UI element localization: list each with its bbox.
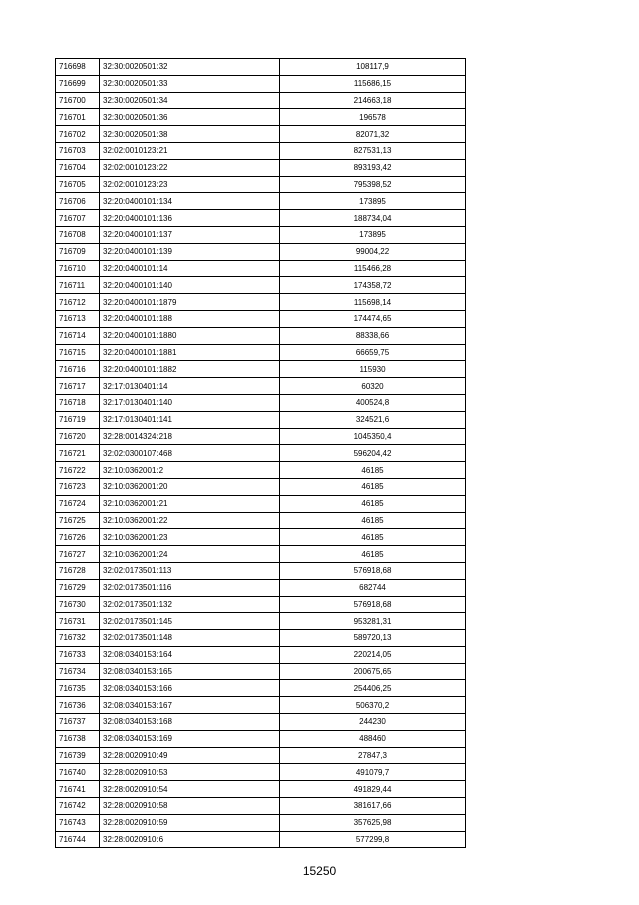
row-id-cell: 716714 bbox=[56, 327, 100, 344]
value-cell: 214663,18 bbox=[280, 92, 466, 109]
table-row bbox=[56, 294, 466, 311]
row-id-cell: 716725 bbox=[56, 512, 100, 529]
value-cell: 88338,66 bbox=[280, 327, 466, 344]
cadastral-value-table bbox=[55, 58, 466, 848]
table-row bbox=[56, 546, 466, 563]
cadastral-number-cell: 32:10:0362001:2 bbox=[100, 462, 280, 479]
table-row bbox=[56, 142, 466, 159]
value-cell: 115686,15 bbox=[280, 75, 466, 92]
row-id-cell: 716699 bbox=[56, 75, 100, 92]
cadastral-number-cell: 32:28:0014324:218 bbox=[100, 428, 280, 445]
row-id-cell: 716722 bbox=[56, 462, 100, 479]
row-id-cell: 716703 bbox=[56, 142, 100, 159]
row-id-cell: 716702 bbox=[56, 126, 100, 143]
cadastral-number-cell: 32:20:0400101:1882 bbox=[100, 361, 280, 378]
value-cell: 66659,75 bbox=[280, 344, 466, 361]
cadastral-number-cell: 32:02:0173501:113 bbox=[100, 562, 280, 579]
row-id-cell: 716700 bbox=[56, 92, 100, 109]
table-row bbox=[56, 75, 466, 92]
value-cell: 46185 bbox=[280, 512, 466, 529]
table-row bbox=[56, 462, 466, 479]
row-id-cell: 716730 bbox=[56, 596, 100, 613]
value-cell: 1045350,4 bbox=[280, 428, 466, 445]
cadastral-number-cell: 32:20:0400101:14 bbox=[100, 260, 280, 277]
value-cell: 173895 bbox=[280, 193, 466, 210]
row-id-cell: 716704 bbox=[56, 159, 100, 176]
cadastral-number-cell: 32:20:0400101:188 bbox=[100, 310, 280, 327]
row-id-cell: 716731 bbox=[56, 613, 100, 630]
row-id-cell: 716726 bbox=[56, 529, 100, 546]
row-id-cell: 716705 bbox=[56, 176, 100, 193]
value-cell: 108117,9 bbox=[280, 59, 466, 76]
cadastral-number-cell: 32:08:0340153:164 bbox=[100, 646, 280, 663]
value-cell: 596204,42 bbox=[280, 445, 466, 462]
table-row bbox=[56, 831, 466, 848]
table-row bbox=[56, 394, 466, 411]
cadastral-number-cell: 32:20:0400101:139 bbox=[100, 243, 280, 260]
cadastral-number-cell: 32:08:0340153:165 bbox=[100, 663, 280, 680]
row-id-cell: 716707 bbox=[56, 210, 100, 227]
value-cell: 82071,32 bbox=[280, 126, 466, 143]
cadastral-number-cell: 32:10:0362001:21 bbox=[100, 495, 280, 512]
table-row bbox=[56, 59, 466, 76]
value-cell: 506370,2 bbox=[280, 697, 466, 714]
row-id-cell: 716698 bbox=[56, 59, 100, 76]
table-row bbox=[56, 176, 466, 193]
table-row bbox=[56, 193, 466, 210]
value-cell: 115466,28 bbox=[280, 260, 466, 277]
table-row bbox=[56, 646, 466, 663]
row-id-cell: 716719 bbox=[56, 411, 100, 428]
table-row bbox=[56, 730, 466, 747]
table-row bbox=[56, 663, 466, 680]
value-cell: 200675,65 bbox=[280, 663, 466, 680]
table-row bbox=[56, 478, 466, 495]
row-id-cell: 716706 bbox=[56, 193, 100, 210]
value-cell: 357625,98 bbox=[280, 814, 466, 831]
value-cell: 244230 bbox=[280, 714, 466, 731]
cadastral-number-cell: 32:20:0400101:1879 bbox=[100, 294, 280, 311]
cadastral-number-cell: 32:08:0340153:167 bbox=[100, 697, 280, 714]
value-cell: 220214,05 bbox=[280, 646, 466, 663]
value-cell: 46185 bbox=[280, 495, 466, 512]
table-row bbox=[56, 798, 466, 815]
table-row bbox=[56, 210, 466, 227]
table-row bbox=[56, 310, 466, 327]
table-row bbox=[56, 781, 466, 798]
value-cell: 46185 bbox=[280, 462, 466, 479]
table-row bbox=[56, 562, 466, 579]
cadastral-number-cell: 32:30:0020501:33 bbox=[100, 75, 280, 92]
row-id-cell: 716738 bbox=[56, 730, 100, 747]
cadastral-number-cell: 32:20:0400101:1880 bbox=[100, 327, 280, 344]
row-id-cell: 716727 bbox=[56, 546, 100, 563]
table-row bbox=[56, 764, 466, 781]
value-cell: 827531,13 bbox=[280, 142, 466, 159]
table-row bbox=[56, 747, 466, 764]
value-cell: 196578 bbox=[280, 109, 466, 126]
table-row bbox=[56, 226, 466, 243]
row-id-cell: 716721 bbox=[56, 445, 100, 462]
table-row bbox=[56, 579, 466, 596]
row-id-cell: 716715 bbox=[56, 344, 100, 361]
table-row bbox=[56, 613, 466, 630]
value-cell: 46185 bbox=[280, 546, 466, 563]
row-id-cell: 716739 bbox=[56, 747, 100, 764]
cadastral-number-cell: 32:02:0010123:21 bbox=[100, 142, 280, 159]
value-cell: 682744 bbox=[280, 579, 466, 596]
value-cell: 381617,66 bbox=[280, 798, 466, 815]
row-id-cell: 716733 bbox=[56, 646, 100, 663]
row-id-cell: 716711 bbox=[56, 277, 100, 294]
table-row bbox=[56, 411, 466, 428]
cadastral-number-cell: 32:17:0130401:140 bbox=[100, 394, 280, 411]
value-cell: 46185 bbox=[280, 529, 466, 546]
cadastral-number-cell: 32:10:0362001:22 bbox=[100, 512, 280, 529]
value-cell: 589720,13 bbox=[280, 630, 466, 647]
value-cell: 174474,65 bbox=[280, 310, 466, 327]
cadastral-number-cell: 32:17:0130401:141 bbox=[100, 411, 280, 428]
table-row bbox=[56, 126, 466, 143]
table-row bbox=[56, 92, 466, 109]
cadastral-number-cell: 32:28:0020910:59 bbox=[100, 814, 280, 831]
table-row bbox=[56, 109, 466, 126]
row-id-cell: 716723 bbox=[56, 478, 100, 495]
table-row bbox=[56, 378, 466, 395]
cadastral-number-cell: 32:30:0020501:34 bbox=[100, 92, 280, 109]
cadastral-number-cell: 32:28:0020910:58 bbox=[100, 798, 280, 815]
row-id-cell: 716729 bbox=[56, 579, 100, 596]
row-id-cell: 716743 bbox=[56, 814, 100, 831]
table-row bbox=[56, 243, 466, 260]
value-cell: 46185 bbox=[280, 478, 466, 495]
cadastral-number-cell: 32:02:0173501:148 bbox=[100, 630, 280, 647]
table-row bbox=[56, 445, 466, 462]
cadastral-number-cell: 32:17:0130401:14 bbox=[100, 378, 280, 395]
row-id-cell: 716734 bbox=[56, 663, 100, 680]
value-cell: 60320 bbox=[280, 378, 466, 395]
row-id-cell: 716718 bbox=[56, 394, 100, 411]
row-id-cell: 716740 bbox=[56, 764, 100, 781]
table-row bbox=[56, 630, 466, 647]
row-id-cell: 716709 bbox=[56, 243, 100, 260]
cadastral-number-cell: 32:20:0400101:137 bbox=[100, 226, 280, 243]
cadastral-number-cell: 32:30:0020501:32 bbox=[100, 59, 280, 76]
table-row bbox=[56, 697, 466, 714]
cadastral-number-cell: 32:30:0020501:38 bbox=[100, 126, 280, 143]
row-id-cell: 716728 bbox=[56, 562, 100, 579]
page-number: 15250 bbox=[302, 864, 337, 878]
row-id-cell: 716713 bbox=[56, 310, 100, 327]
value-cell: 893193,42 bbox=[280, 159, 466, 176]
cadastral-number-cell: 32:28:0020910:54 bbox=[100, 781, 280, 798]
value-cell: 188734,04 bbox=[280, 210, 466, 227]
cadastral-number-cell: 32:02:0010123:23 bbox=[100, 176, 280, 193]
row-id-cell: 716712 bbox=[56, 294, 100, 311]
row-id-cell: 716735 bbox=[56, 680, 100, 697]
row-id-cell: 716717 bbox=[56, 378, 100, 395]
row-id-cell: 716741 bbox=[56, 781, 100, 798]
value-cell: 400524,8 bbox=[280, 394, 466, 411]
value-cell: 795398,52 bbox=[280, 176, 466, 193]
cadastral-number-cell: 32:28:0020910:53 bbox=[100, 764, 280, 781]
cadastral-number-cell: 32:10:0362001:23 bbox=[100, 529, 280, 546]
table-row bbox=[56, 596, 466, 613]
cadastral-number-cell: 32:10:0362001:24 bbox=[100, 546, 280, 563]
cadastral-number-cell: 32:02:0173501:116 bbox=[100, 579, 280, 596]
value-cell: 254406,25 bbox=[280, 680, 466, 697]
cadastral-number-cell: 32:28:0020910:6 bbox=[100, 831, 280, 848]
value-cell: 953281,31 bbox=[280, 613, 466, 630]
row-id-cell: 716720 bbox=[56, 428, 100, 445]
table-row bbox=[56, 529, 466, 546]
cadastral-number-cell: 32:02:0010123:22 bbox=[100, 159, 280, 176]
value-cell: 491079,7 bbox=[280, 764, 466, 781]
table-row bbox=[56, 495, 466, 512]
row-id-cell: 716708 bbox=[56, 226, 100, 243]
table-row bbox=[56, 260, 466, 277]
cadastral-number-cell: 32:02:0173501:145 bbox=[100, 613, 280, 630]
value-cell: 576918,68 bbox=[280, 562, 466, 579]
cadastral-number-cell: 32:20:0400101:1881 bbox=[100, 344, 280, 361]
value-cell: 488460 bbox=[280, 730, 466, 747]
cadastral-number-cell: 32:30:0020501:36 bbox=[100, 109, 280, 126]
row-id-cell: 716744 bbox=[56, 831, 100, 848]
cadastral-number-cell: 32:20:0400101:136 bbox=[100, 210, 280, 227]
row-id-cell: 716737 bbox=[56, 714, 100, 731]
value-cell: 491829,44 bbox=[280, 781, 466, 798]
value-cell: 576918,68 bbox=[280, 596, 466, 613]
value-cell: 174358,72 bbox=[280, 277, 466, 294]
table-row bbox=[56, 344, 466, 361]
row-id-cell: 716724 bbox=[56, 495, 100, 512]
table-body bbox=[56, 59, 466, 848]
value-cell: 99004,22 bbox=[280, 243, 466, 260]
table-row bbox=[56, 428, 466, 445]
cadastral-number-cell: 32:10:0362001:20 bbox=[100, 478, 280, 495]
table-row bbox=[56, 277, 466, 294]
table-row bbox=[56, 512, 466, 529]
table-row bbox=[56, 680, 466, 697]
row-id-cell: 716701 bbox=[56, 109, 100, 126]
value-cell: 577299,8 bbox=[280, 831, 466, 848]
row-id-cell: 716742 bbox=[56, 798, 100, 815]
cadastral-number-cell: 32:28:0020910:49 bbox=[100, 747, 280, 764]
table-row bbox=[56, 327, 466, 344]
cadastral-number-cell: 32:08:0340153:168 bbox=[100, 714, 280, 731]
cadastral-number-cell: 32:08:0340153:169 bbox=[100, 730, 280, 747]
table-row bbox=[56, 714, 466, 731]
row-id-cell: 716716 bbox=[56, 361, 100, 378]
cadastral-number-cell: 32:02:0300107:468 bbox=[100, 445, 280, 462]
value-cell: 115698,14 bbox=[280, 294, 466, 311]
table-row bbox=[56, 159, 466, 176]
value-cell: 324521,6 bbox=[280, 411, 466, 428]
value-cell: 27847,3 bbox=[280, 747, 466, 764]
table-row bbox=[56, 361, 466, 378]
cadastral-number-cell: 32:02:0173501:132 bbox=[100, 596, 280, 613]
table-row bbox=[56, 814, 466, 831]
cadastral-number-cell: 32:20:0400101:140 bbox=[100, 277, 280, 294]
row-id-cell: 716736 bbox=[56, 697, 100, 714]
cadastral-number-cell: 32:08:0340153:166 bbox=[100, 680, 280, 697]
value-cell: 115930 bbox=[280, 361, 466, 378]
cadastral-number-cell: 32:20:0400101:134 bbox=[100, 193, 280, 210]
value-cell: 173895 bbox=[280, 226, 466, 243]
row-id-cell: 716710 bbox=[56, 260, 100, 277]
row-id-cell: 716732 bbox=[56, 630, 100, 647]
